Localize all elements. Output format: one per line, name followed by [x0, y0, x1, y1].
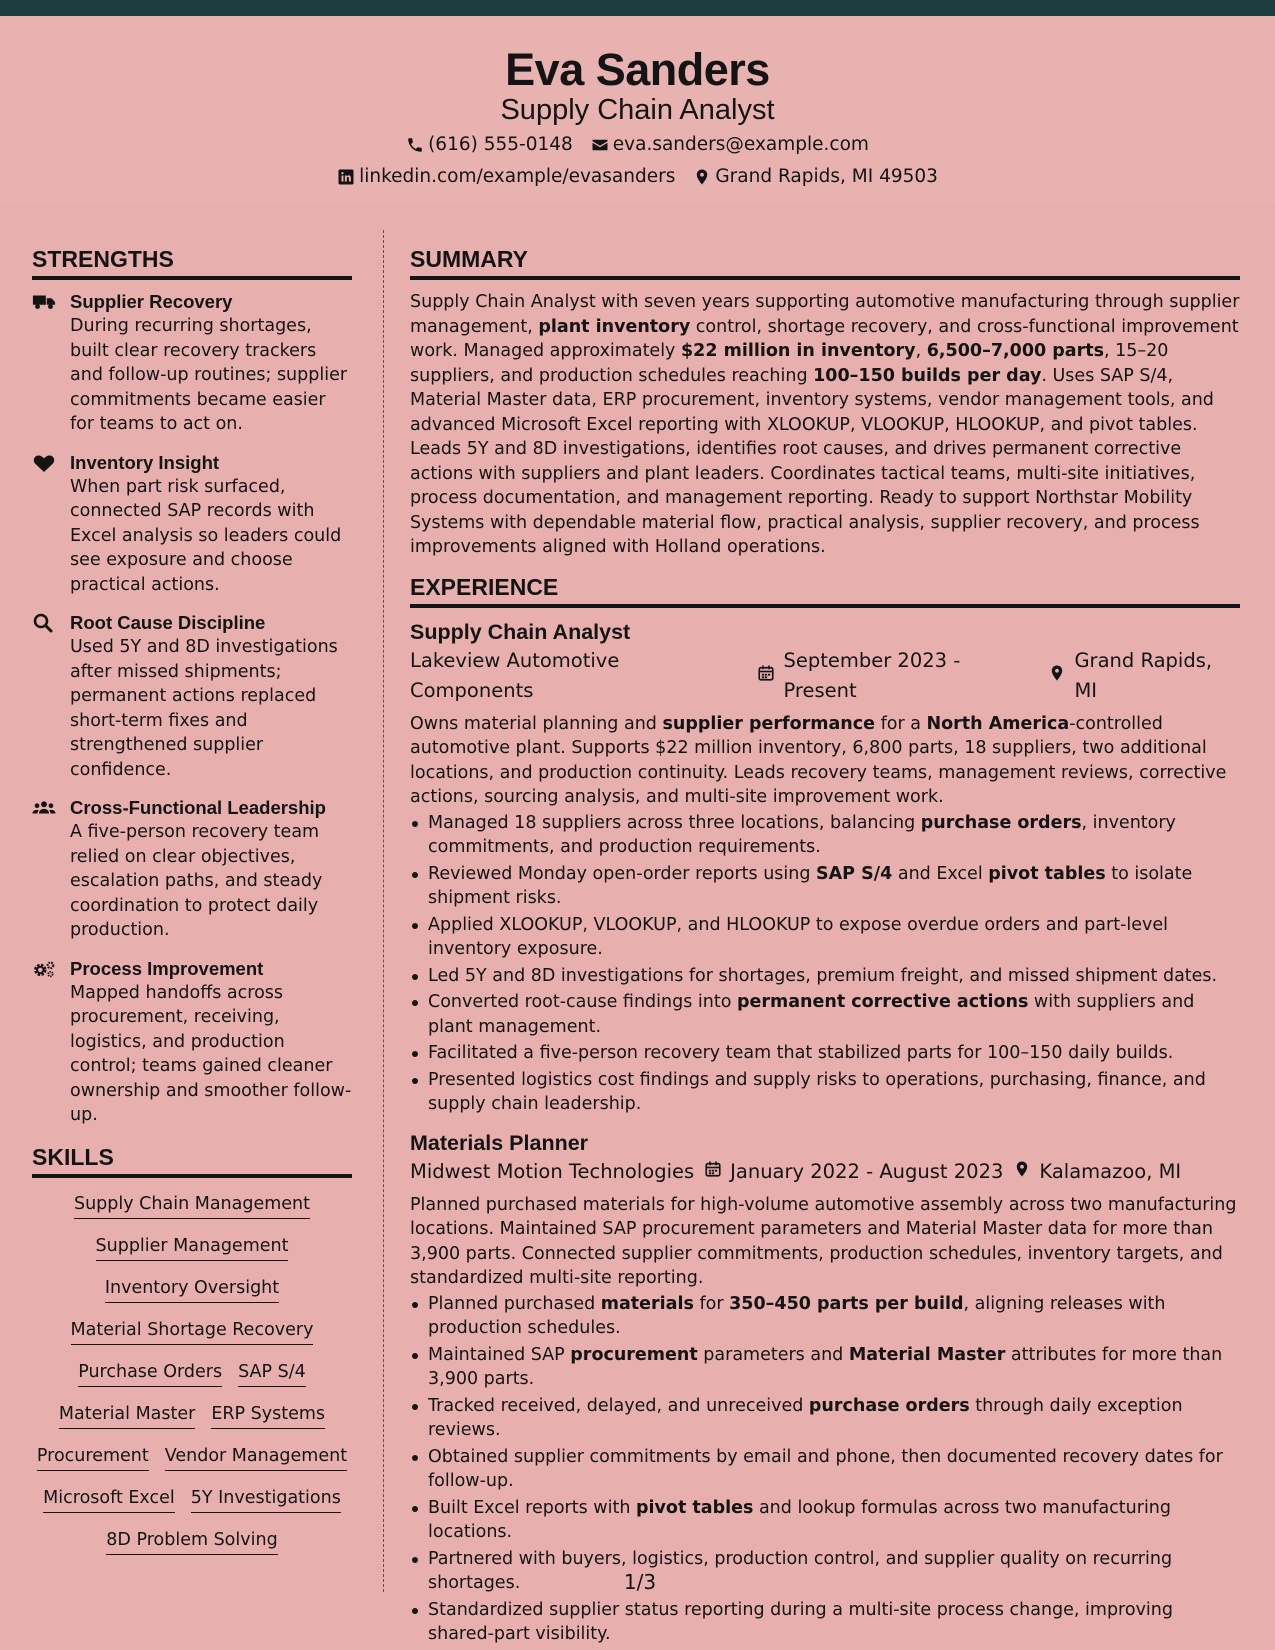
candidate-name: Eva Sanders [505, 44, 770, 95]
list-item: Standardized supplier status reporting during a multi-site process change, improving shared-part visibility. [410, 1598, 1240, 1647]
job-location: Kalamazoo, MI [1039, 1159, 1182, 1183]
contact-row-2 [0, 166, 1275, 187]
job-meta [410, 646, 1240, 706]
summary-text: Supply Chain Analyst with seven years supporting automotive manufacturing through supplier management, plant inventory control, shortage recovery, and cross-functional improvement work. Managed approximately $22 million in inventory, 6,500–7,000 parts, 15–20 suppliers, and production schedules reaching 100–150 builds per day. Uses SAP S/4, Material Master data, ERP procurement, inventory systems, vendor management tools, and advanced Microsoft Excel reporting with XLOOKUP, VLOOKUP, HLOOKUP, and pivot tables. Leads 5Y and 8D investigations, identifies root causes, and drives permanent corrective actions with suppliers and plant leaders. Coordinates tactical teams, multi-site initiatives, process documentation, and management reporting. Ready to support Northstar Mobility Systems with dependable material flow, practical analysis, supplier recovery, and process improvements aligned with Holland operations. [410, 292, 1240, 557]
job-title: Materials Planner [410, 1130, 589, 1155]
experience-heading: EXPERIENCE [410, 560, 1240, 608]
strength-title: Root Cause Discipline [70, 612, 266, 633]
job-entry [410, 618, 1240, 1117]
strength-item [32, 611, 352, 782]
location-contact [693, 166, 938, 187]
job-meta [410, 1157, 1240, 1187]
strengths-heading: STRENGTHS [32, 230, 352, 280]
job-description: Owns material planning and supplier performance for a North America-controlled automotive plant. Supports $22 million inventory, 6,800 parts, 18 suppliers, two additional locations, and production continuity. Leads recovery teams, management reviews, corrective actions, sourcing analysis, and multi-site improvement work. [410, 713, 1227, 807]
list-item: Obtained supplier commitments by email and phone, then documented recovery dates for follow-up. [410, 1445, 1240, 1494]
strength-item [32, 796, 352, 943]
left-column [32, 230, 352, 1574]
company-name: Midwest Motion Technologies [410, 1159, 695, 1183]
candidate-title: Supply Chain Analyst [500, 94, 775, 126]
skill-tag: 5Y Investigations [191, 1486, 341, 1513]
skill-tag: Inventory Oversight [105, 1276, 279, 1303]
map-pin-icon [1048, 661, 1066, 691]
summary-heading: SUMMARY [410, 230, 1240, 280]
strength-desc: Mapped handoffs across procurement, receiving, logistics, and production control; teams gained cleaner ownership and smoother follow-up. [70, 982, 352, 1125]
phone-text: (616) 555-0148 [428, 134, 573, 155]
strength-title: Process Improvement [70, 957, 264, 979]
search-icon [32, 611, 70, 782]
company-name: Lakeview Automotive Components [410, 648, 620, 702]
heart-icon [32, 451, 70, 598]
map-pin-icon [693, 168, 711, 186]
users-icon [32, 796, 70, 943]
page-number: 1/3 [623, 1570, 657, 1594]
linkedin-text: linkedin.com/example/evasanders [359, 166, 676, 187]
strength-desc: During recurring shortages, built clear recovery trackers and follow-up routines; supplier commitments became easier for teams to act on. [70, 316, 348, 434]
email-text: eva.sanders@example.com [612, 134, 869, 155]
skill-tag: Supply Chain Management [74, 1192, 310, 1219]
skill-tag: Procurement [37, 1444, 149, 1471]
strength-desc: When part risk surfaced, connected SAP records with Excel analysis so leaders could see exposure and choose practical actions. [70, 476, 342, 595]
phone-icon [406, 136, 424, 154]
skill-tag: Material Shortage Recovery [71, 1318, 314, 1345]
job-entry [410, 1129, 1240, 1647]
list-item: Led 5Y and 8D investigations for shortages, premium freight, and missed shipment dates. [410, 964, 1240, 989]
truck-icon [32, 290, 70, 437]
email-contact[interactable] [591, 134, 869, 155]
list-item: Applied XLOOKUP, VLOOKUP, and HLOOKUP to expose overdue orders and part-level inventory exposure. [410, 913, 1240, 962]
strength-item [32, 957, 352, 1128]
top-accent-bar [0, 0, 1275, 16]
strength-title: Supplier Recovery [70, 291, 233, 312]
calendar-icon [704, 1157, 722, 1187]
strength-title: Inventory Insight [70, 451, 220, 473]
skill-tag: Microsoft Excel [43, 1486, 175, 1513]
job-bullets [410, 1292, 1240, 1647]
skill-tag: ERP Systems [211, 1402, 325, 1429]
location-text: Grand Rapids, MI 49503 [715, 166, 938, 187]
job-bullets [410, 811, 1240, 1117]
list-item: Reviewed Monday open-order reports using SAP S/4 and Excel pivot tables to isolate shipment risks. [410, 862, 1240, 911]
skill-tag: 8D Problem Solving [106, 1528, 277, 1555]
strength-desc: Used 5Y and 8D investigations after missed shipments; permanent actions replaced short-term fixes and strengthened supplier confidence. [70, 637, 338, 780]
contact-row-1 [0, 134, 1275, 155]
list-item: Tracked received, delayed, and unreceived purchase orders through daily exception reviews. [410, 1394, 1240, 1443]
strength-item [32, 290, 352, 437]
resume-header [0, 16, 1275, 204]
job-dates: September 2023 - Present [783, 648, 961, 702]
linkedin-contact[interactable] [337, 166, 675, 187]
skill-tag: Material Master [59, 1402, 195, 1429]
strength-desc: A five-person recovery team relied on clear objectives, escalation paths, and steady coordination to protect daily production. [70, 822, 323, 940]
job-dates: January 2022 - August 2023 [730, 1159, 1004, 1183]
linkedin-icon [337, 168, 355, 186]
envelope-icon [591, 136, 609, 154]
skill-tag: Purchase Orders [78, 1360, 222, 1387]
job-location: Grand Rapids, MI [1074, 648, 1213, 702]
skills-list [32, 1188, 352, 1574]
list-item: Managed 18 suppliers across three locations, balancing purchase orders, inventory commitments, and production requirements. [410, 811, 1240, 860]
list-item: Facilitated a five-person recovery team that stabilized parts for 100–150 daily builds. [410, 1041, 1240, 1066]
list-item: Presented logistics cost findings and supply risks to operations, purchasing, finance, and supply chain leadership. [410, 1068, 1240, 1117]
list-item: Built Excel reports with pivot tables and lookup formulas across two manufacturing locations. [410, 1496, 1240, 1545]
job-description: Planned purchased materials for high-volume automotive assembly across two manufacturing locations. Maintained SAP procurement parameters and Material Master data for more than 3,900 parts. Connected supplier commitments, production schedules, inventory targets, and standardized multi-site reporting. [410, 1194, 1237, 1288]
skill-tag: Vendor Management [165, 1444, 347, 1471]
job-title: Supply Chain Analyst [410, 619, 631, 644]
right-column [410, 230, 1240, 1649]
list-item: Partnered with buyers, logistics, production control, and supplier quality on recurring shortages. [410, 1547, 1240, 1596]
list-item: Planned purchased materials for 350–450 parts per build, aligning releases with production schedules. [410, 1292, 1240, 1341]
skills-heading: SKILLS [32, 1142, 352, 1178]
strength-item [32, 451, 352, 598]
gears-icon [32, 957, 70, 1128]
calendar-icon [757, 661, 775, 691]
list-item: Maintained SAP procurement parameters and Material Master attributes for more than 3,900 parts. [410, 1343, 1240, 1392]
skill-tag: Supplier Management [96, 1234, 289, 1261]
phone-contact[interactable] [406, 134, 573, 155]
column-divider [383, 230, 384, 1592]
map-pin-icon [1013, 1157, 1031, 1187]
list-item: Converted root-cause findings into permanent corrective actions with suppliers and plant management. [410, 990, 1240, 1039]
strength-title: Cross-Functional Leadership [70, 797, 326, 818]
skill-tag: SAP S/4 [238, 1360, 306, 1387]
